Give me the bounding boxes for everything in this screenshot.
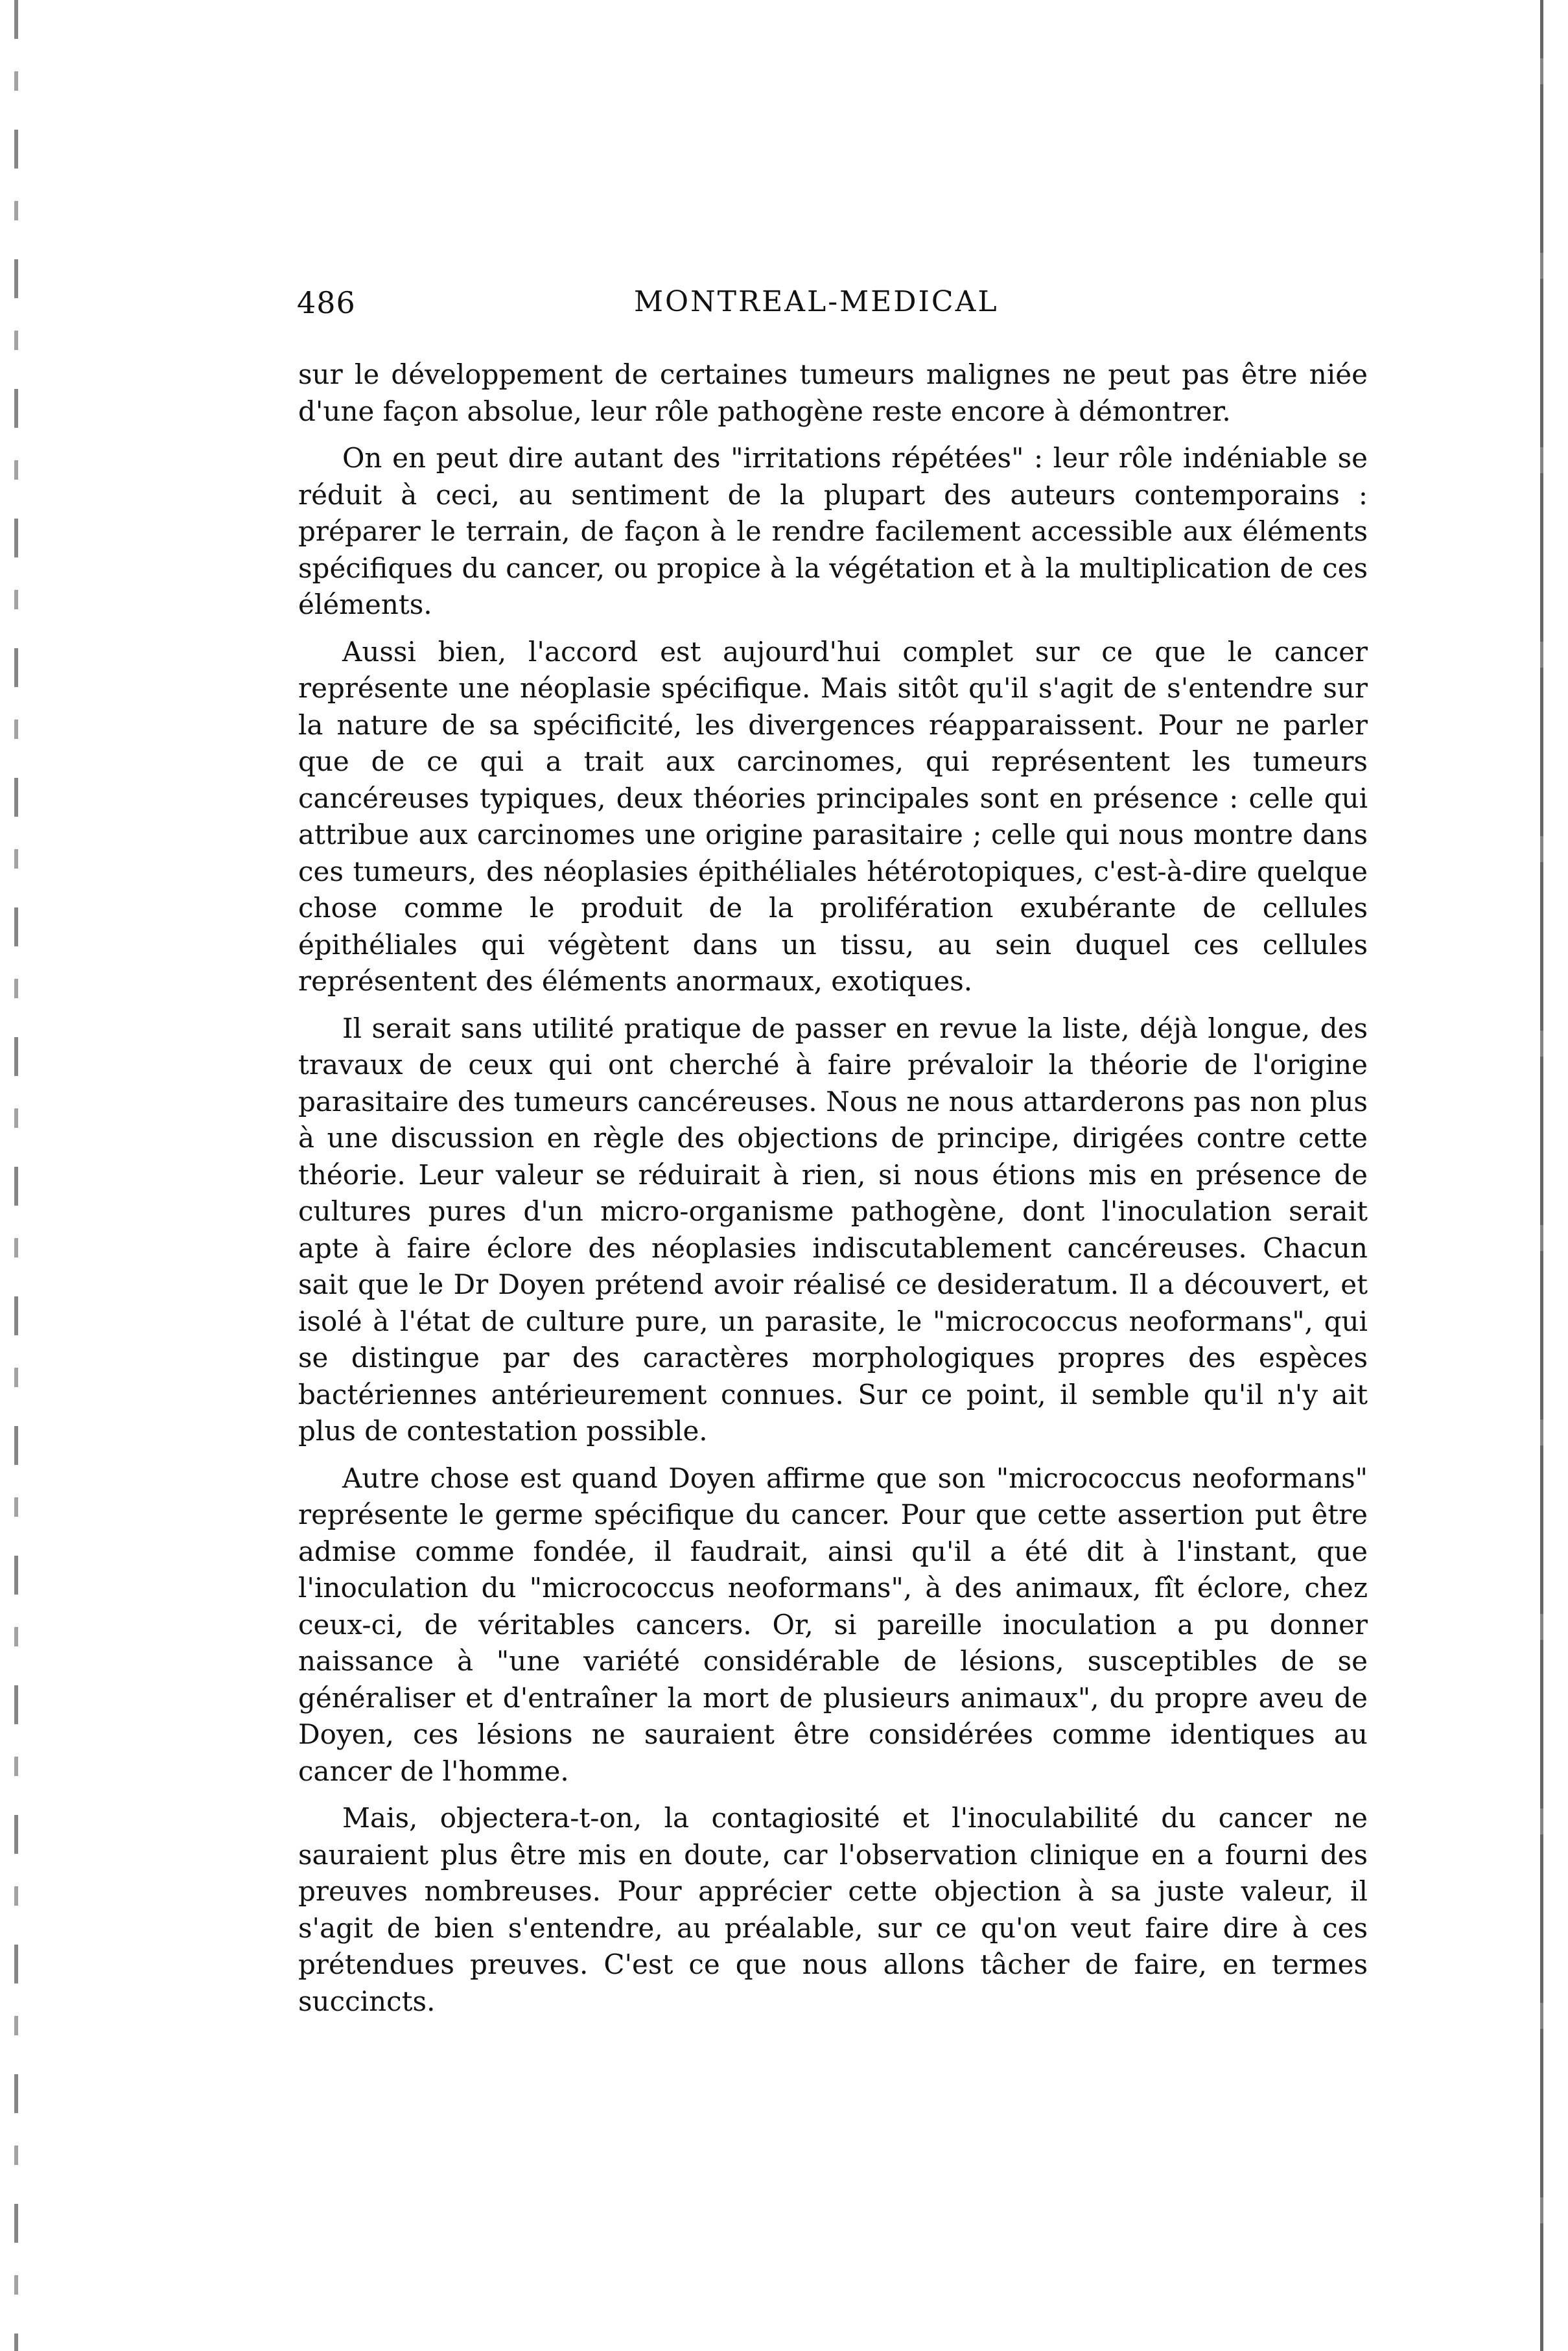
paragraph-3: Aussi bien, l'accord est aujourd'hui complet sur ce que le cancer représente une néoplasie spécifique. Mais sitôt qu'il s'agit de s'entendre sur la nature de sa spécificité, les divergences réapparaissent. Pour ne parler que de ce qui a trait aux carcinomes, qui représentent les tumeurs cancéreuses typiques, deux théories principales sont en présence : celle qui attribue aux carcinomes une origine parasitaire ; celle qui nous montre dans ces tumeurs, des néoplasies épithéliales hétérotopiques, c'est-à-dire quelque chose comme le produit de la prolifération exubérante de cellules épithéliales qui végètent dans un tissu, au sein duquel ces cellules représentent des éléments anormaux, exotiques. (298, 635, 1368, 997)
page-number: 486 (297, 285, 356, 320)
scan-edge-left (14, 0, 18, 2351)
page-header (297, 285, 1399, 324)
scan-edge-right (1540, 0, 1543, 2351)
paragraph-5: Autre chose est quand Doyen affirme que son "micrococcus neoformans" représente le germe spécifique du cancer. Pour que cette assertion put être admise comme fondée, il faudrait, ainsi qu'il a été dit à l'instant, que l'inoculation du "micrococcus neoformans", à des animaux, fît éclore, chez ceux-ci, de véritables cancers. Or, si pareille inoculation a pu donner naissance à "une variété considérable de lésions, susceptibles de se généraliser et d'entraîner la mort de plusieurs animaux", du propre aveu de Doyen, ces lésions ne sauraient être considérées comme identiques au cancer de l'homme. (298, 1462, 1368, 1787)
body-text (298, 357, 1368, 2030)
paragraph-4: Il serait sans utilité pratique de passer en revue la liste, déjà longue, des travaux de ceux qui ont cherché à faire prévaloir la théorie de l'origine parasitaire des tumeurs cancéreuses. Nous ne nous attarderons pas non plus à une discussion en règle des objections de principe, dirigées contre cette théorie. Leur valeur se réduirait à rien, si nous étions mis en présence de cultures pures d'un micro-organisme pathogène, dont l'inoculation serait apte à faire éclore des néoplasies indiscutablement cancéreuses. Chacun sait que le Dr Doyen prétend avoir réalisé ce desideratum. Il a découvert, et isolé à l'état de culture pure, un parasite, le "micrococcus neoformans", qui se distingue par des caractères morphologiques propres des espèces bactériennes antérieurement connues. Sur ce point, il semble qu'il n'y ait plus de contestation possible. (298, 1012, 1368, 1447)
paragraph-6: Mais, objectera-t-on, la contagiosité et l'inoculabilité du cancer ne sauraient plus être mis en doute, car l'observation clinique en a fourni des preuves nombreuses. Pour apprécier cette objection à sa juste valeur, il s'agit de bien s'entendre, au préalable, sur ce qu'on veut faire dire à ces prétendues preuves. C'est ce que nous allons tâcher de faire, en termes succincts. (298, 1802, 1368, 2017)
running-head: MONTREAL-MEDICAL (634, 285, 999, 318)
paragraph-1: sur le développement de certaines tumeurs malignes ne peut pas être niée d'une façon absolue, leur rôle pathogène reste encore à démontrer. (298, 358, 1368, 427)
paragraph-2: On en peut dire autant des "irritations répétées" : leur rôle indéniable se réduit à ceci, au sentiment de la plupart des auteurs contemporains : préparer le terrain, de façon à le rendre facilement accessible aux éléments spécifiques du cancer, ou propice à la végétation et à la multiplication de ces éléments. (298, 442, 1368, 620)
